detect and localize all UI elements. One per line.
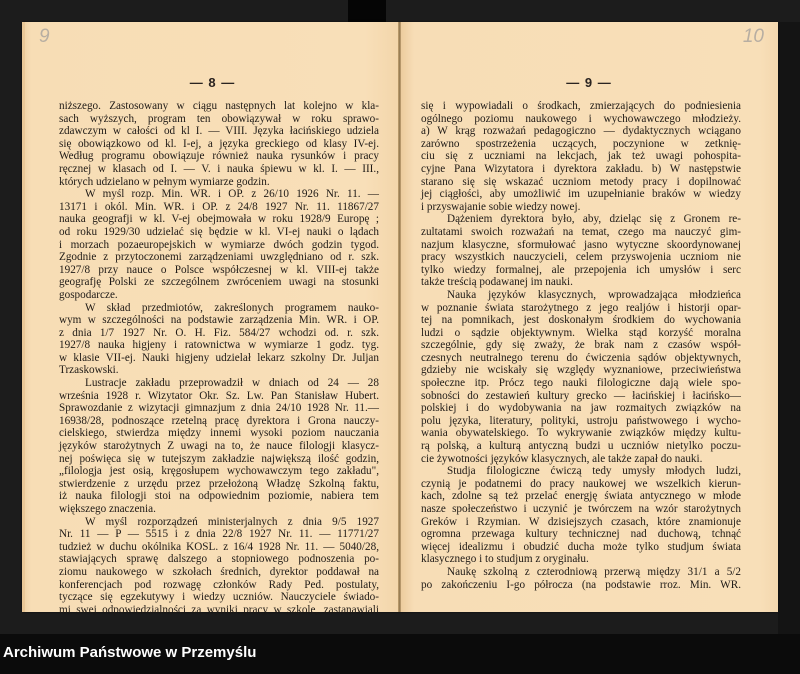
text-line: W myśl rozporządzeń ministerjalnych z dnia 9/5 1927 xyxy=(85,515,379,528)
text-line: więcej idealizmu i obudzić ducha może tylko studjum świata xyxy=(421,540,741,553)
folio-number: 10 xyxy=(742,26,764,47)
paragraph xyxy=(421,213,741,289)
text-line: w poznanie świata starożytnego z jego realjów i historji opar- xyxy=(421,301,741,314)
text-line: ogromna przewaga kultury technicznej nad duchową, tchnąć xyxy=(421,528,741,541)
text-line: polu języka, literatury, polityki, ustroju państwowego i wycho- xyxy=(421,414,741,427)
text-line: tudzież w duchu okólnika KOSL. z 16/4 1928 Nr. 11. — 5040/28, xyxy=(59,540,379,553)
text-line: nej poświęca się w tutejszym zakładzie największą ilość godzin, xyxy=(59,452,379,465)
text-line: W myśl rozp. Min. WR. i OP. z 26/10 1926 Nr. 11. — xyxy=(85,188,379,201)
text-line: Studja filologiczne ćwiczą tedy umysły młodych ludzi, xyxy=(447,465,741,478)
text-line: ręcznej w klasach od I. — V. i nauka śpiewu w kl. I. — III., xyxy=(59,162,379,175)
page-text xyxy=(59,100,379,616)
text-line: Greków i Rzymian. W dzisiejszych czasach, które znamionuje xyxy=(421,515,741,528)
text-line: cyjne Pana Wizytatora i dyrektora zakładu. b) W następstwie xyxy=(421,162,741,175)
text-line: w klasie VII-ej. Nauki higjeny udzielał lekarz szkolny Dr. Juljan xyxy=(59,351,379,364)
text-line: i przyswajanie sobie wiedzy nowej. xyxy=(421,200,581,213)
text-line: których udzielano w pełnym wymiarze godzin. xyxy=(59,175,270,188)
archive-label: Archiwum Państwowe w Przemyślu xyxy=(3,644,257,661)
text-line: stwierdzenie z urzędu przez przełożoną Władzę Szkolną faktu, xyxy=(59,477,379,490)
text-line: z dnia 1/7 1927 Nr. O. H. Fiz. 584/27 wchodzi od. r. szk. xyxy=(59,326,379,339)
scan-edge xyxy=(778,22,800,634)
text-line: czesnych neutralnego terenu do ćwiczenia sądów objektywnych, xyxy=(421,351,741,364)
footer-bar xyxy=(0,634,800,674)
text-line: września 1928 r. Wizytator Okr. Sz. Lw. Pan Stanisław Hubert. xyxy=(59,389,379,402)
paragraph xyxy=(421,465,741,566)
text-line: mi swej odpowiedzialności za wyniki pracy w szkole, zastanawiali xyxy=(59,603,379,616)
text-line: czynią je podatnemi do pracy naukowej we wszelkich kierun- xyxy=(421,477,741,490)
text-line: Nauka języków klasycznych, wprowadzająca młodzieńca xyxy=(447,288,741,301)
text-line: rą polską, a kulturą antyczną budzi u uczniów nietylko poczu- xyxy=(421,440,741,453)
text-line: klasycznego i to studjum z oryginału. xyxy=(421,553,589,566)
text-line: społeczne itp. Prócz tego nauki filologiczne dają wiele spo- xyxy=(421,377,741,390)
paragraph xyxy=(421,289,741,465)
paragraph xyxy=(59,302,379,378)
text-line: nazjum klasyczne, sformułować jasno wytyczne skoordynowanej xyxy=(421,238,741,251)
open-booklet xyxy=(22,22,778,616)
text-line: sobności do zestawień kultury grecko — łacińskiej i łacińsko— xyxy=(421,389,741,402)
text-line: szczególnie, gdy się zważy, że brak nam z czasów współ- xyxy=(421,339,741,352)
text-line: W skład przedmiotów, zakreślonych programem nauko- xyxy=(85,301,379,314)
text-line: 13171 i okól. Min. WR. i OP. z 24/8 1927 Nr. 11. 11867/27 xyxy=(59,200,379,213)
scanner-shadow xyxy=(348,0,386,22)
text-line: polskiej i do wydobywania na jaw rozmaitych związków na xyxy=(421,402,741,415)
paragraph xyxy=(421,100,741,213)
text-line: sach wyższych, program ten obowiązywał w roku sprawo- xyxy=(59,112,379,125)
text-line: Lustracje zakładu przeprowadził w dniach od 24 — 28 xyxy=(85,377,379,390)
text-line: 1927/8 przy nauce o Polsce współczesnej w kl. VIII-ej także xyxy=(59,263,379,276)
book-spine xyxy=(398,22,401,612)
folio-number: 9 xyxy=(39,26,50,47)
text-line: Trzaskowski. xyxy=(59,364,119,377)
text-line: tyczące się egzekutywy i wiedzy uczniów. Nauczyciele świado- xyxy=(59,591,379,604)
text-line: wania obywatelskiego. To wykrywanie związków między kultu- xyxy=(421,427,741,440)
text-line: się i wypowiadali o środkach, zmierzających do podniesienia xyxy=(421,100,741,112)
text-line: zdawczym w całości od kl I. — VIII. Języka łacińskiego udziela xyxy=(59,125,379,138)
text-line: stawiających sprawę dalszego a stopniowego podnoszenia po- xyxy=(59,553,379,566)
text-line: konferencjach pod rozwagę członków Rady Ped. postulaty, xyxy=(59,578,379,591)
text-line: Dążeniem dyrektora było, aby, dzieląc się z Gronem re- xyxy=(447,213,741,226)
text-line: „filologja jest osią, kręgosłupem wychowawczym tego zakładu", xyxy=(59,465,379,478)
text-line: Nr. 11 — P — 5515 i z dnia 22/8 1927 Nr. 11. — 11771/27 xyxy=(59,528,379,541)
paragraph xyxy=(59,100,379,188)
text-line: cie żywotności języków klasycznych, ale także zapał do nauki. xyxy=(421,452,703,465)
text-line: nauka geografji w kl. V-ej obejmowała w roku 1928/9 Europę ; xyxy=(59,213,379,226)
page-text xyxy=(421,100,741,591)
text-line: ziomu naukowego w szkołach średnich, dyrektor poddawał na xyxy=(59,565,379,578)
text-line: geografję Polski ze szczególnem zwróceniem uwagi na stosunki xyxy=(59,276,379,289)
text-line: wym w szczególności na podstawie zarządzenia Min. WR. i OP. xyxy=(59,314,379,327)
text-line: zarówno spostrzeżenia uczących, poczynione w zetknię- xyxy=(421,137,741,150)
text-line: od roku 1929/30 udzielać się będzie w kl. VI-ej nauki o lądach xyxy=(59,225,379,238)
paragraph xyxy=(421,566,741,591)
paragraph xyxy=(59,516,379,617)
paragraph xyxy=(59,377,379,516)
text-line: i morzach pozaeuropejskich w wymiarze dwóch godzin tygod. xyxy=(59,238,379,251)
text-line: większego znaczenia. xyxy=(59,503,156,515)
text-line: Według programu obowiązuje również nauka rysunków i pracy xyxy=(59,150,379,163)
text-line: jej ciągłości, aby umożliwić im uzupełnianie braków w wiedzy xyxy=(421,188,741,201)
text-line: cielskiego, stwierdza między innemi wysoki poziom nauczania xyxy=(59,427,379,440)
right-page xyxy=(400,22,778,612)
text-line: po zakończeniu I-go półrocza (na podstawie rroz. Min. WR. xyxy=(421,578,741,591)
text-line: się obowiązkowo od kl. I-ej, a języka greckiego od klasy IV-ej. xyxy=(59,137,379,150)
text-line: także treścią podawanej im nauki. xyxy=(421,276,573,289)
text-line: tej na pomnikach, jest doskonałym środkiem do wychowania xyxy=(421,314,741,327)
text-line: niższego. Zastosowany w ciągu następnych lat kolejno w kla- xyxy=(59,100,379,112)
left-page xyxy=(22,22,400,616)
paragraph xyxy=(59,188,379,301)
text-line: Naukę szkolną z czterodniową przerwą między 31/1 a 5/2 xyxy=(447,565,741,578)
text-line: pracy wszystkich nauczycieli, celem przyswojenia uczniom nie xyxy=(421,251,741,264)
page-number: — 9 — xyxy=(566,75,612,90)
text-line: Sprawozdanie z wizytacji gimnazjum z dnia 24/10 1928 Nr. 11.— xyxy=(59,402,379,415)
text-line: iż nauka filologji stoi na odpowiednim poziomie, nabiera tem xyxy=(59,490,379,503)
text-line: tylko wiedzy formalnej, ale przepojenia ich umysłów i serc xyxy=(421,263,741,276)
text-line: języków starożytnych Z uwagi na to, że nauce filologji klasycz- xyxy=(59,440,379,453)
text-line: starano się się wskazać uczniom metody pracy i dopilnować xyxy=(421,175,741,188)
text-line: 16938/28, podnoszące rzetelną pracę dyrektora i Grona nauczy- xyxy=(59,414,379,427)
text-line: gdzieby nie wciskały się względy wyznaniowe, przeciwieństwa xyxy=(421,364,741,377)
text-line: gospodarcze. xyxy=(59,288,118,301)
text-line: ludzi o sądzie objektywnym. Wielka stąd korzyść moralna xyxy=(421,326,741,339)
text-line: 1927/8 nauka higjeny i ratownictwa w wymiarze 1 godz. tyg. xyxy=(59,339,379,352)
text-line: ciu się z uczniami na lekcjach, jak też uwagi pohospita- xyxy=(421,150,741,163)
text-line: a) W krąg rozważań pedagogiczno — dydaktycznych wciągano xyxy=(421,125,741,138)
text-line: nasze społeczeństwo i uczynić je twórczem na wzór starożytnych xyxy=(421,503,741,515)
page-number: — 8 — xyxy=(189,75,236,90)
text-line: kach, zdolne są też przelać energję świata antycznego w młode xyxy=(421,490,741,503)
text-line: zultatami swoich rozważań na temat, czego ma nauczyć gim- xyxy=(421,225,741,238)
text-line: ogólnego poziomu naukowego i wychowawczego młodzieży. xyxy=(421,112,741,125)
text-line: Zgodnie z przytoczonemi zarządzeniami uwzględniano od r. szk. xyxy=(59,251,379,264)
